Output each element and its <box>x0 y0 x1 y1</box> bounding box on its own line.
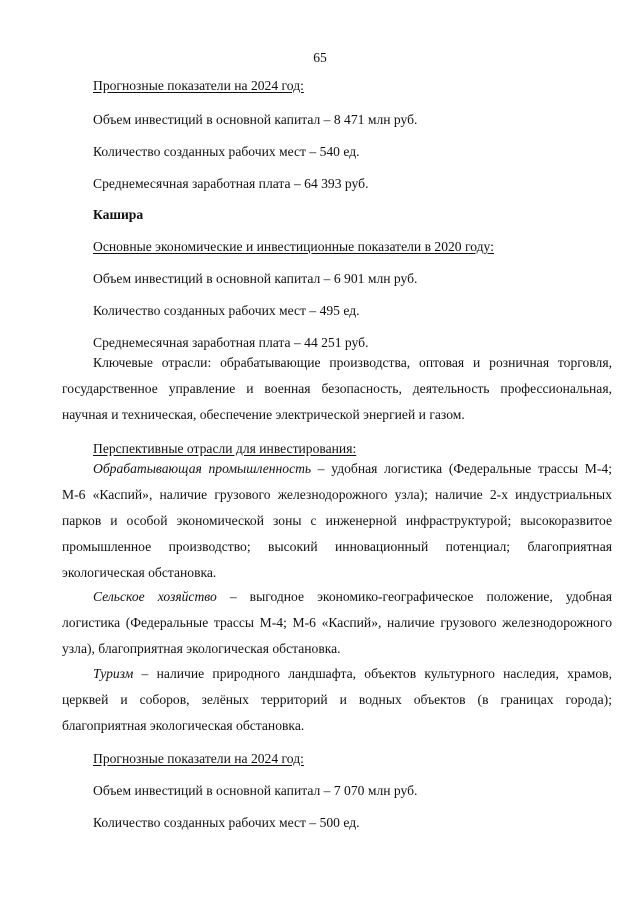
tourism-term: Туризм <box>93 666 134 681</box>
indicator-salary: Среднемесячная заработная плата – 44 251 руб. <box>93 335 369 350</box>
manufacturing-text: – удобная логистика (Федеральные трассы М-4; М-6 «Каспий», наличие грузового железнодорожного узла); наличие 2-х индустриальных парков и особой экономической зоны с инженерной инфраструктурой; высокоразвитое промышленное производство; высокий инновационный потенциал; благоприятная экологическая обстановка. <box>62 461 612 580</box>
forecast-salary-1: Среднемесячная заработная плата – 64 393 руб. <box>93 176 369 191</box>
section-title-kashira: Кашира <box>93 207 144 222</box>
agriculture-term: Сельское хозяйство <box>93 589 217 604</box>
page-number: 65 <box>313 50 327 65</box>
forecast-heading-1: Прогнозные показатели на 2024 год: <box>93 78 304 93</box>
agriculture-text: – выгодное экономико-географическое положение, удобная логистика (Федеральные трассы М-4; М-6 «Каспий», наличие грузового железнодорожного узла), благоприятная экологическая обстановка. <box>62 589 612 656</box>
forecast-jobs-1: Количество созданных рабочих мест – 540 ед. <box>93 144 360 159</box>
forecast-investments-2: Объем инвестиций в основной капитал – 7 070 млн руб. <box>93 783 418 798</box>
tourism-text: – наличие природного ландшафта, объектов культурного наследия, храмов, церквей и соборов, зелёных территорий и водных объектов (в границах города); благоприятная экологическая обстановка. <box>62 666 612 733</box>
forecast-heading-2: Прогнозные показатели на 2024 год: <box>93 751 304 766</box>
key-industries-paragraph <box>62 350 612 428</box>
indicator-jobs: Количество созданных рабочих мест – 495 ед. <box>93 303 360 318</box>
manufacturing-term: Обрабатывающая промышленность <box>93 461 312 476</box>
indicator-investments: Объем инвестиций в основной капитал – 6 901 млн руб. <box>93 271 418 286</box>
prospective-heading: Перспективные отрасли для инвестирования: <box>93 441 357 456</box>
manufacturing-paragraph <box>62 456 612 586</box>
tourism-paragraph <box>62 661 612 739</box>
forecast-investments-1: Объем инвестиций в основной капитал – 8 471 млн руб. <box>93 112 418 127</box>
agriculture-paragraph <box>62 584 612 662</box>
forecast-jobs-2: Количество созданных рабочих мест – 500 ед. <box>93 815 360 830</box>
key-industries-text: Ключевые отрасли: обрабатывающие производства, оптовая и розничная торговля, государственное управление и военная безопасность, деятельность профессиональная, научная и техническая, обеспечение электрической энергией и газом. <box>62 355 612 422</box>
indicators-heading: Основные экономические и инвестиционные показатели в 2020 году: <box>93 239 494 254</box>
